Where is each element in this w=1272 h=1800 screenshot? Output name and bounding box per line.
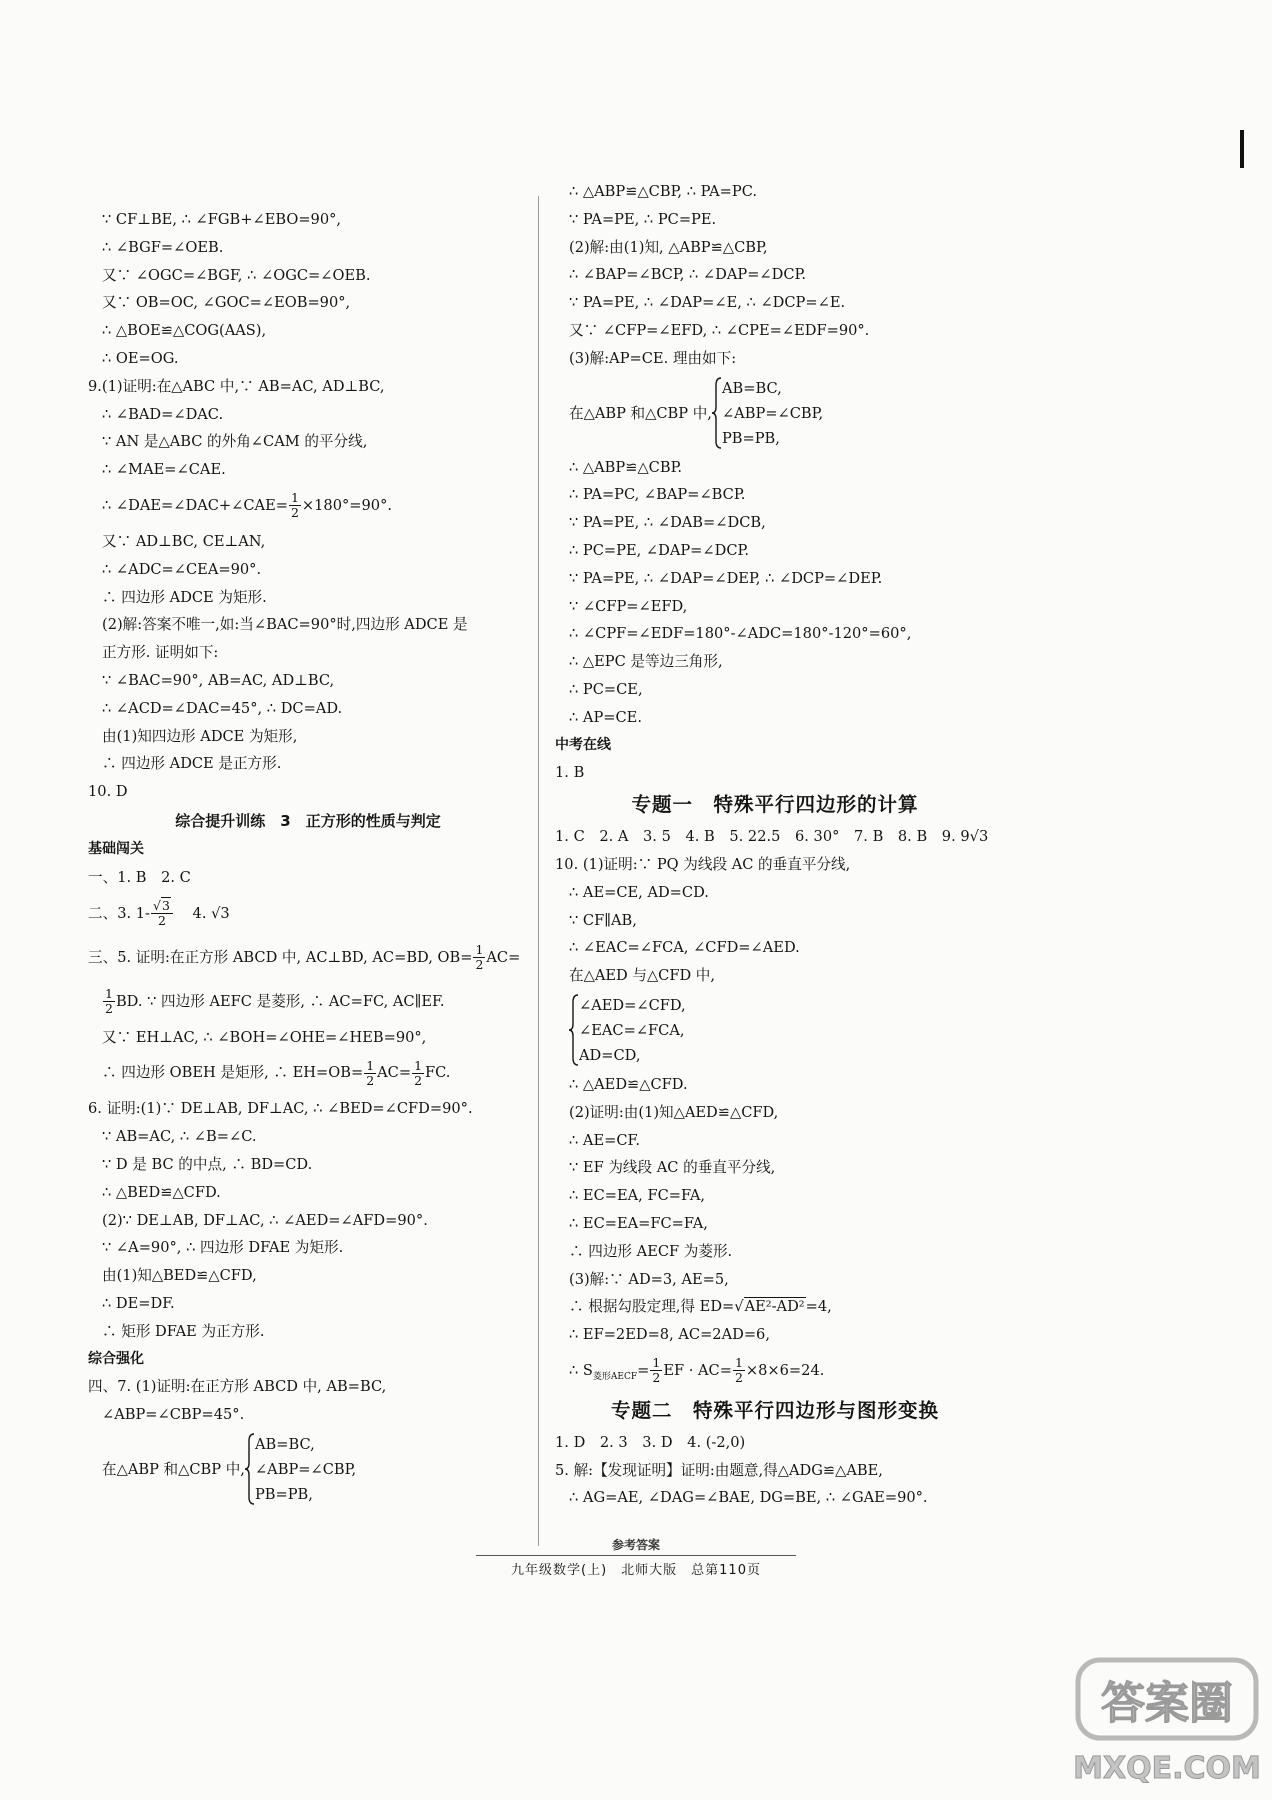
text-line: ∠ABP=∠CBP=45°.: [102, 1406, 245, 1424]
text-line: ∴ PC=PE, ∠DAP=∠DCP.: [569, 541, 749, 559]
text-line: ∴ △AED≌△CFD.: [569, 1075, 688, 1093]
text-segment: ∴ ∠DAE=∠DAC+∠CAE=: [102, 496, 288, 514]
system-line: ∠ABP=∠CBP,: [254, 1460, 357, 1478]
text-line: 由(1)知△BED≌△CFD,: [102, 1267, 257, 1285]
topic-title: 专题一 特殊平行四边形的计算: [631, 793, 919, 817]
text-line: (3)解:AP=CE. 理由如下:: [569, 349, 737, 367]
left-brace: [712, 376, 722, 451]
formula-line: $\frac{1}{2}$ BD. ∵ 四边形 AEFC 是菱形, ∴ AC=FC, AC∥EF.: [105, 986, 445, 1017]
text-line: ∴ AE=CE, AD=CD.: [569, 883, 709, 901]
subsection-heading: 综合强化: [88, 1350, 144, 1367]
column-divider: [538, 196, 539, 1546]
text-line: ∴ △BED≌△CFD.: [102, 1183, 221, 1201]
fraction-one-half: $\frac{1}{2}$: [290, 490, 299, 521]
left-column: [88, 206, 528, 1510]
footer-rule: [476, 1555, 796, 1556]
text-line: ∵ PA=PE, ∴ ∠DAB=∠DCB,: [569, 514, 766, 532]
left-brace: [569, 993, 579, 1068]
text-line: ∴ DE=DF.: [102, 1294, 175, 1312]
fraction-one-half: $\frac{1}{2}$: [414, 1057, 423, 1088]
fraction-one-half: $\frac{1}{2}$: [652, 1355, 661, 1386]
text-line: ∴ ∠MAE=∠CAE.: [102, 461, 226, 479]
text-line: 10. D: [88, 783, 128, 801]
text-line: 又∵ OB=OC, ∠GOC=∠EOB=90°,: [102, 294, 351, 312]
text-line: ∴ ∠CPF=∠EDF=180°-∠ADC=180°-120°=60°,: [569, 625, 912, 643]
text-line: ∴ AG=AE, ∠DAG=∠BAE, DG=BE, ∴ ∠GAE=90°.: [569, 1489, 928, 1507]
text-line: ∵ ∠CFP=∠EFD,: [569, 597, 688, 615]
text-line: 1. B: [555, 764, 585, 782]
sqrt-radicand: AE²-AD²: [744, 1298, 805, 1316]
text-line: (3)解:∵ AD=3, AE=5,: [569, 1270, 729, 1288]
formula-line: ∴ $S_{菱形AECF}=$ $\frac{1}{2}$ EF · AC= $\frac{1}{2}$ ×8×6=24.: [569, 1355, 825, 1386]
text-line: ∵ PA=PE, ∴ ∠DAP=∠E, ∴ ∠DCP=∠E.: [569, 294, 846, 312]
text-line: ∴ ∠EAC=∠FCA, ∠CFD=∠AED.: [569, 939, 800, 957]
text-line: ∴ EC=EA, FC=FA,: [569, 1187, 705, 1205]
text-line: 10. (1)证明:∵ PQ 为线段 AC 的垂直平分线,: [555, 855, 851, 873]
text-line: ∴ △ABP≌△CBP, ∴ PA=PC.: [569, 183, 757, 200]
scan-corner-mark: [1240, 130, 1244, 168]
text-line: 6. 证明:(1)∵ DE⊥AB, DF⊥AC, ∴ ∠BED=∠CFD=90°.: [88, 1100, 473, 1118]
text-line: ∴ △ABP≌△CBP.: [569, 458, 683, 476]
right-column: [555, 178, 995, 1512]
text-line: 又∵ ∠CFP=∠EFD, ∴ ∠CPE=∠EDF=90°.: [569, 321, 870, 339]
text-line: ∴ ∠ACD=∠DAC=45°, ∴ DC=AD.: [102, 699, 343, 717]
formula-line: 三、5. 证明:在正方形 ABCD 中, AC⊥BD, AC=BD, OB= $\frac{1}{2}$ AC=: [88, 942, 521, 973]
text-line: 又∵ AD⊥BC, CE⊥AN,: [102, 532, 266, 550]
footer-info: 九年级数学(上) 北师大版 总第110页: [511, 1563, 761, 1578]
formula-line: 1. C 2. A 3. 5 4. B 5. 22.5 6. 30° 7. B 8. B 9. 9√3: [555, 828, 989, 846]
text-line: ∵ PA=PE, ∴ ∠DAP=∠DEP, ∴ ∠DCP=∠DEP.: [569, 569, 883, 587]
text-line: ∵ ∠BAC=90°, AB=AC, AD⊥BC,: [102, 671, 335, 689]
system-line: PB=PB,: [721, 429, 780, 447]
text-line: ∴ PA=PC, ∠BAP=∠BCP.: [569, 486, 746, 504]
fraction-one-half: $\frac{1}{2}$: [475, 942, 484, 973]
system-line: PB=PB,: [254, 1485, 313, 1503]
formula-line: ∴ 四边形 OBEH 是矩形, ∴ EH=OB= $\frac{1}{2}$ AC= $\frac{1}{2}$ FC.: [102, 1057, 451, 1088]
text-line: (2)解:由(1)知, △ABP≌△CBP,: [569, 238, 768, 256]
text-line: ∴ EC=EA=FC=FA,: [569, 1214, 708, 1232]
equation-system: [555, 993, 995, 1068]
text-line: 一、1. B 2. C: [88, 868, 191, 886]
text-line: ∴ 四边形 AECF 为菱形.: [569, 1242, 733, 1260]
text-line: (2)∵ DE⊥AB, DF⊥AC, ∴ ∠AED=∠AFD=90°.: [102, 1211, 428, 1229]
system-line: ∠AED=∠CFD,: [579, 996, 686, 1014]
formula-line: 二、3. 1- $\frac{√3}{2}$ 4. √3: [88, 898, 230, 929]
watermark-top-text: 答案圈: [1101, 1678, 1233, 1729]
text-line: ∴ ∠BAP=∠BCP, ∴ ∠DAP=∠DCP.: [569, 266, 807, 284]
left-brace: [245, 1432, 255, 1507]
text-line: ∵ EF 为线段 AC 的垂直平分线,: [569, 1159, 776, 1177]
text-line: ∴ OE=OG.: [102, 349, 179, 367]
text-line: ∴ 四边形 ADCE 是正方形.: [102, 755, 282, 773]
text-line: (2)解:答案不唯一,如:当∠BAC=90°时,四边形 ADCE 是: [102, 616, 468, 634]
system-line: AB=BC,: [721, 379, 782, 397]
text-line: ∵ CF⊥BE, ∴ ∠FGB+∠EBO=90°,: [102, 211, 342, 228]
text-line: ∴ ∠BAD=∠DAC.: [102, 405, 224, 423]
text-line: ∵ ∠A=90°, ∴ 四边形 DFAE 为矩形.: [102, 1239, 344, 1257]
text-line: 正方形. 证明如下:: [102, 644, 219, 662]
formula-line: ∴ 根据勾股定理,得 ED=√AE²-AD²=4,: [569, 1298, 832, 1316]
text-segment: ×180°=90°.: [301, 496, 393, 514]
system-line: AD=CD,: [579, 1046, 641, 1064]
text-line: 1. D 2. 3 3. D 4. (-2,0): [555, 1433, 746, 1451]
text-line: ∴ AE=CF.: [569, 1131, 641, 1149]
text-line: (2)证明:由(1)知△AED≌△CFD,: [569, 1103, 779, 1121]
text-line: ∴ △BOE≌△COG(AAS),: [102, 322, 267, 340]
text-line: ∴ ∠BGF=∠OEB.: [102, 238, 224, 256]
text-line: 由(1)知四边形 ADCE 为矩形,: [102, 727, 298, 745]
text-line: ∴ 四边形 ADCE 为矩形.: [102, 588, 267, 606]
text-line: 四、7. (1)证明:在正方形 ABCD 中, AB=BC,: [88, 1378, 387, 1396]
fraction-sqrt3-over-2: $\frac{√3}{2}$: [151, 899, 173, 928]
formula-line: [88, 484, 528, 528]
subsection-heading: 中考在线: [555, 736, 611, 753]
sqrt-three: √3: [211, 904, 230, 922]
text-line: ∴ 矩形 DFAE 为正方形.: [102, 1322, 265, 1340]
section-title: 综合提升训练 3 正方形的性质与判定: [175, 811, 441, 830]
equation-system: 在△ABP 和△CBP 中, AB=BC, ∠ABP=∠CBP, PB=PB,: [88, 1432, 528, 1507]
text-line: 又∵ EH⊥AC, ∴ ∠BOH=∠OHE=∠HEB=90°,: [102, 1028, 427, 1046]
text-line: 在△AED 与△CFD 中,: [569, 967, 716, 985]
topic-title: 专题二 特殊平行四边形与图形变换: [610, 1398, 939, 1422]
text-line: ∴ PC=CE,: [569, 680, 643, 698]
system-line: AB=BC,: [254, 1435, 315, 1453]
system-line: ∠EAC=∠FCA,: [579, 1021, 685, 1039]
text-line: ∴ EF=2ED=8, AC=2AD=6,: [569, 1326, 770, 1344]
fraction-one-half: $\frac{1}{2}$: [734, 1355, 743, 1386]
text-line: ∵ D 是 BC 的中点, ∴ BD=CD.: [102, 1155, 313, 1173]
text-line: ∵ AB=AC, ∴ ∠B=∠C.: [102, 1128, 257, 1146]
watermark-bottom-text: MXQE.COM: [1073, 1751, 1261, 1786]
page-footer: [0, 1536, 1272, 1578]
rhombus-subscript: 菱形AECF: [592, 1371, 638, 1382]
text-line: 又∵ ∠OGC=∠BGF, ∴ ∠OGC=∠OEB.: [102, 266, 371, 284]
text-line: 5. 解:【发现证明】证明:由题意,得△ADG≌△ABE,: [555, 1461, 883, 1479]
subsection-heading: 基础闯关: [88, 840, 144, 857]
equation-system: 在△ABP 和△CBP 中, AB=BC, ∠ABP=∠CBP, PB=PB,: [555, 376, 995, 451]
watermark-logo: [1068, 1650, 1268, 1790]
sqrt-three: √3: [969, 828, 989, 846]
footer-title: 参考答案: [611, 1538, 660, 1552]
text-line: ∵ CF∥AB,: [569, 911, 637, 929]
text-line: 9.(1)证明:在△ABC 中,∵ AB=AC, AD⊥BC,: [88, 377, 385, 395]
fraction-one-half: $\frac{1}{2}$: [105, 986, 113, 1017]
text-line: ∴ △EPC 是等边三角形,: [569, 653, 723, 671]
text-line: ∵ PA=PE, ∴ PC=PE.: [569, 210, 717, 228]
system-line: ∠ABP=∠CBP,: [721, 404, 824, 422]
text-line: ∴ AP=CE.: [569, 708, 642, 726]
fraction-one-half: $\frac{1}{2}$: [366, 1057, 375, 1088]
text-line: ∴ ∠ADC=∠CEA=90°.: [102, 560, 262, 578]
text-line: ∵ AN 是△ABC 的外角∠CAM 的平分线,: [102, 433, 368, 451]
